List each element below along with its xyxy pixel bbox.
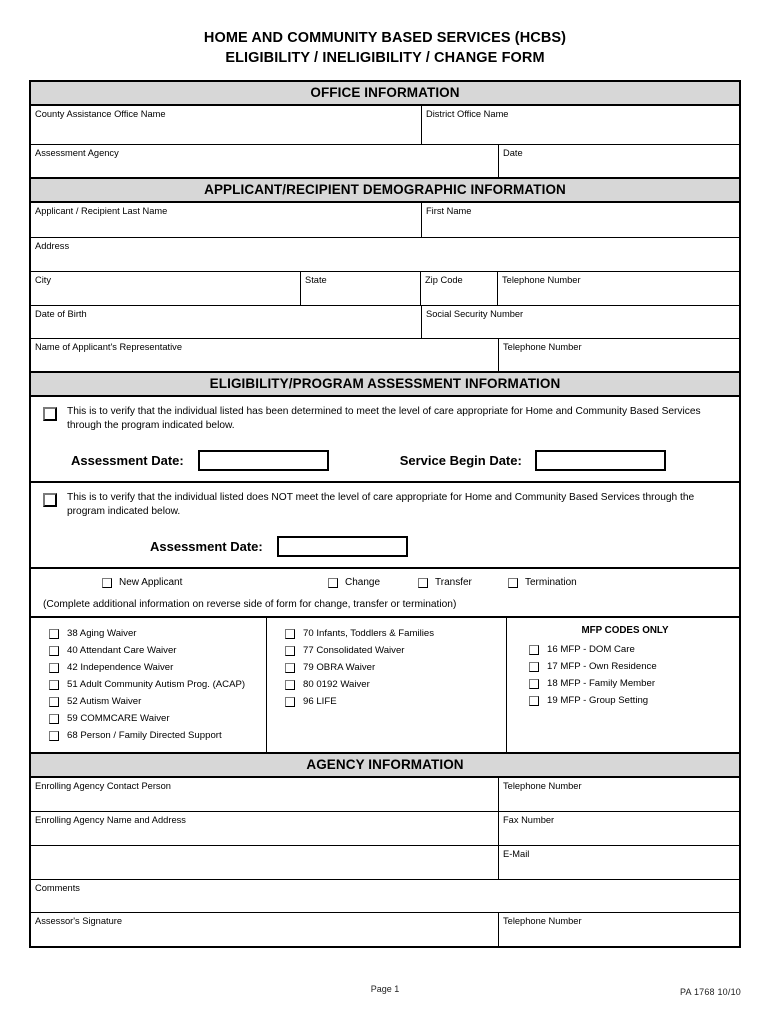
checkbox-waiver-70[interactable] xyxy=(285,629,295,639)
field-label: First Name xyxy=(426,206,472,216)
field-city[interactable] xyxy=(31,272,301,305)
option-termination[interactable] xyxy=(501,577,577,588)
checkbox-waiver-96[interactable] xyxy=(285,697,295,707)
waiver-column-1 xyxy=(31,618,267,752)
demographic-row-city-state-zip xyxy=(31,272,739,306)
field-first-name[interactable] xyxy=(422,203,739,237)
waiver-program-columns xyxy=(31,618,739,754)
field-enrolling-agency-name-address[interactable] xyxy=(31,812,499,845)
demographic-row-dob-ssn xyxy=(31,306,739,339)
service-begin-date-label: Service Begin Date: xyxy=(399,453,522,468)
field-district-office-name[interactable] xyxy=(422,106,739,144)
eligible-statement-text: This is to verify that the individual listed has been determined to meet the level of care appropriate for Home and Community Based Services through the program indicated below. xyxy=(67,406,701,431)
waiver-option-label: 70 Infants, Toddlers & Families xyxy=(303,628,434,639)
checkbox-waiver-59[interactable] xyxy=(49,714,59,724)
ineligible-statement-block xyxy=(31,483,739,569)
mfp-option-16-dom-care[interactable] xyxy=(521,641,739,658)
checkbox-waiver-42[interactable] xyxy=(49,663,59,673)
section-header-office-information: OFFICE INFORMATION xyxy=(31,82,739,106)
field-date-of-birth[interactable] xyxy=(31,306,422,338)
section-header-agency-information: AGENCY INFORMATION xyxy=(31,754,739,778)
waiver-option-label: 38 Aging Waiver xyxy=(67,628,137,639)
demographic-row-representative xyxy=(31,339,739,371)
field-label: E-Mail xyxy=(503,849,530,859)
eligible-dates-row xyxy=(43,450,729,471)
option-label: Transfer xyxy=(435,577,472,588)
field-label: Assessment Agency xyxy=(35,148,119,158)
option-transfer[interactable] xyxy=(411,577,472,588)
field-agency-address-continued[interactable] xyxy=(31,846,499,879)
checkbox-mfp-17[interactable] xyxy=(529,662,539,672)
checkbox-new-applicant[interactable] xyxy=(102,578,112,588)
agency-row-contact xyxy=(31,778,739,812)
field-label: Telephone Number xyxy=(503,916,582,926)
field-label: County Assistance Office Name xyxy=(35,109,166,119)
field-telephone-number[interactable] xyxy=(498,272,739,305)
checkbox-mfp-19[interactable] xyxy=(529,696,539,706)
field-label: Telephone Number xyxy=(503,781,582,791)
field-representative-telephone[interactable] xyxy=(499,339,739,371)
field-label: Enrolling Agency Contact Person xyxy=(35,781,171,791)
waiver-option-96-life[interactable] xyxy=(277,693,506,710)
mfp-option-label: 16 MFP - DOM Care xyxy=(547,644,635,655)
checkbox-waiver-68[interactable] xyxy=(49,731,59,741)
mfp-option-18-family-member[interactable] xyxy=(521,675,739,692)
waiver-option-label: 42 Independence Waiver xyxy=(67,662,174,673)
field-label: Name of Applicant's Representative xyxy=(35,342,182,352)
agency-row-comments xyxy=(31,880,739,913)
waiver-option-label: 77 Consolidated Waiver xyxy=(303,645,405,656)
waiver-option-label: 51 Adult Community Autism Prog. (ACAP) xyxy=(67,679,246,690)
field-office-date[interactable] xyxy=(499,145,739,177)
checkbox-waiver-79[interactable] xyxy=(285,663,295,673)
waiver-option-70-infants-toddlers[interactable] xyxy=(277,625,506,642)
field-label: State xyxy=(305,275,327,285)
option-new-applicant[interactable] xyxy=(95,577,182,588)
field-last-name[interactable] xyxy=(31,203,422,237)
page-title-line-1: HOME AND COMMUNITY BASED SERVICES (HCBS) xyxy=(203,30,567,46)
waiver-option-label: 52 Autism Waiver xyxy=(67,696,142,707)
page-title xyxy=(0,28,770,68)
application-type-note: (Complete additional information on reverse side of form for change, transfer or termination) xyxy=(43,599,457,610)
field-agency-contact-telephone[interactable] xyxy=(499,778,739,811)
field-representative-name[interactable] xyxy=(31,339,499,371)
waiver-option-77-consolidated[interactable] xyxy=(277,642,506,659)
agency-row-name-address xyxy=(31,812,739,846)
checkbox-waiver-77[interactable] xyxy=(285,646,295,656)
mfp-option-label: 17 MFP - Own Residence xyxy=(547,661,657,672)
section-header-demographic-information: APPLICANT/RECIPIENT DEMOGRAPHIC INFORMATION xyxy=(31,177,739,203)
option-label: Change xyxy=(345,577,381,588)
field-fax-number[interactable] xyxy=(499,812,739,845)
waiver-option-79-obra[interactable] xyxy=(277,659,506,676)
waiver-option-40-attendant-care[interactable] xyxy=(41,642,266,659)
waiver-option-80-0192[interactable] xyxy=(277,676,506,693)
field-label: City xyxy=(35,275,52,285)
field-state[interactable] xyxy=(301,272,421,305)
mfp-option-label: 19 MFP - Group Setting xyxy=(547,695,649,706)
field-label: Date of Birth xyxy=(35,309,87,319)
field-label: Applicant / Recipient Last Name xyxy=(35,206,168,216)
footer-page-number: Page 1 xyxy=(370,984,400,994)
footer-form-code: PA 1768 10/10 xyxy=(680,987,741,997)
office-row-1 xyxy=(31,106,739,145)
checkbox-change[interactable] xyxy=(328,578,338,588)
office-row-2 xyxy=(31,145,739,177)
field-comments[interactable] xyxy=(31,880,739,912)
checkbox-eligible-verification[interactable] xyxy=(43,407,57,421)
assessment-date-label-ineligible: Assessment Date: xyxy=(150,539,263,554)
field-county-assistance-office-name[interactable] xyxy=(31,106,422,144)
field-label: District Office Name xyxy=(426,109,509,119)
mfp-codes-title: MFP CODES ONLY xyxy=(581,625,669,636)
ineligible-dates-row xyxy=(43,536,729,557)
application-type-options xyxy=(43,577,729,593)
application-type-block xyxy=(31,569,739,618)
waiver-option-52-autism[interactable] xyxy=(41,693,266,710)
checkbox-ineligible-verification[interactable] xyxy=(43,493,57,507)
waiver-option-38-aging[interactable] xyxy=(41,625,266,642)
mfp-option-label: 18 MFP - Family Member xyxy=(547,678,656,689)
agency-row-signature xyxy=(31,913,739,946)
checkbox-waiver-40[interactable] xyxy=(49,646,59,656)
assessment-date-input-ineligible[interactable] xyxy=(277,536,408,557)
field-address[interactable] xyxy=(31,238,739,271)
checkbox-mfp-16[interactable] xyxy=(529,645,539,655)
waiver-option-68-person-family-directed[interactable] xyxy=(41,727,266,744)
field-assessment-agency[interactable] xyxy=(31,145,499,177)
waiver-option-label: 80 0192 Waiver xyxy=(303,679,370,690)
mfp-option-17-own-residence[interactable] xyxy=(521,658,739,675)
field-label: Telephone Number xyxy=(503,342,582,352)
field-label: Date xyxy=(503,148,523,158)
checkbox-waiver-52[interactable] xyxy=(49,697,59,707)
waiver-option-label: 96 LIFE xyxy=(303,696,337,707)
page-title-line-2: ELIGIBILITY / INELIGIBILITY / CHANGE FORM xyxy=(225,50,545,66)
checkbox-waiver-80[interactable] xyxy=(285,680,295,690)
checkbox-transfer[interactable] xyxy=(418,578,428,588)
waiver-column-2 xyxy=(267,618,507,752)
checkbox-waiver-51[interactable] xyxy=(49,680,59,690)
checkbox-mfp-18[interactable] xyxy=(529,679,539,689)
waiver-option-59-commcare[interactable] xyxy=(41,710,266,727)
field-label: Telephone Number xyxy=(502,275,581,285)
waiver-column-3-mfp xyxy=(507,618,739,752)
waiver-option-label: 68 Person / Family Directed Support xyxy=(67,730,222,741)
field-label: Enrolling Agency Name and Address xyxy=(35,815,186,825)
eligible-statement-block xyxy=(31,397,739,483)
assessment-date-input[interactable] xyxy=(198,450,329,471)
hcbs-form xyxy=(29,80,741,948)
checkbox-termination[interactable] xyxy=(508,578,518,588)
field-enrolling-agency-contact-person[interactable] xyxy=(31,778,499,811)
assessment-date-label: Assessment Date: xyxy=(71,453,184,468)
option-label: Termination xyxy=(525,577,577,588)
agency-row-email xyxy=(31,846,739,880)
field-label: Fax Number xyxy=(503,815,555,825)
waiver-option-label: 40 Attendant Care Waiver xyxy=(67,645,177,656)
waiver-option-label: 79 OBRA Waiver xyxy=(303,662,376,673)
demographic-row-address xyxy=(31,238,739,272)
ineligible-statement-text: This is to verify that the individual listed does NOT meet the level of care appropriate for Home and Community Based Services through the program indicated below. xyxy=(67,492,695,517)
service-begin-date-input[interactable] xyxy=(535,450,666,471)
field-label: Assessor's Signature xyxy=(35,916,123,926)
waiver-option-label: 59 COMMCARE Waiver xyxy=(67,713,170,724)
field-social-security-number[interactable] xyxy=(422,306,739,338)
field-assessor-telephone[interactable] xyxy=(499,913,739,946)
field-zip-code[interactable] xyxy=(421,272,498,305)
option-change[interactable] xyxy=(321,577,380,588)
field-assessor-signature[interactable] xyxy=(31,913,499,946)
field-email[interactable] xyxy=(499,846,739,879)
waiver-option-42-independence[interactable] xyxy=(41,659,266,676)
field-label: Comments xyxy=(35,883,80,893)
field-label: Zip Code xyxy=(425,275,463,285)
field-label: Address xyxy=(35,241,70,251)
field-label: Social Security Number xyxy=(426,309,524,319)
section-header-eligibility-assessment: ELIGIBILITY/PROGRAM ASSESSMENT INFORMATION xyxy=(31,371,739,397)
mfp-option-19-group-setting[interactable] xyxy=(521,692,739,709)
demographic-row-name xyxy=(31,203,739,238)
option-label: New Applicant xyxy=(119,577,183,588)
checkbox-waiver-38[interactable] xyxy=(49,629,59,639)
waiver-option-51-acap[interactable] xyxy=(41,676,266,693)
